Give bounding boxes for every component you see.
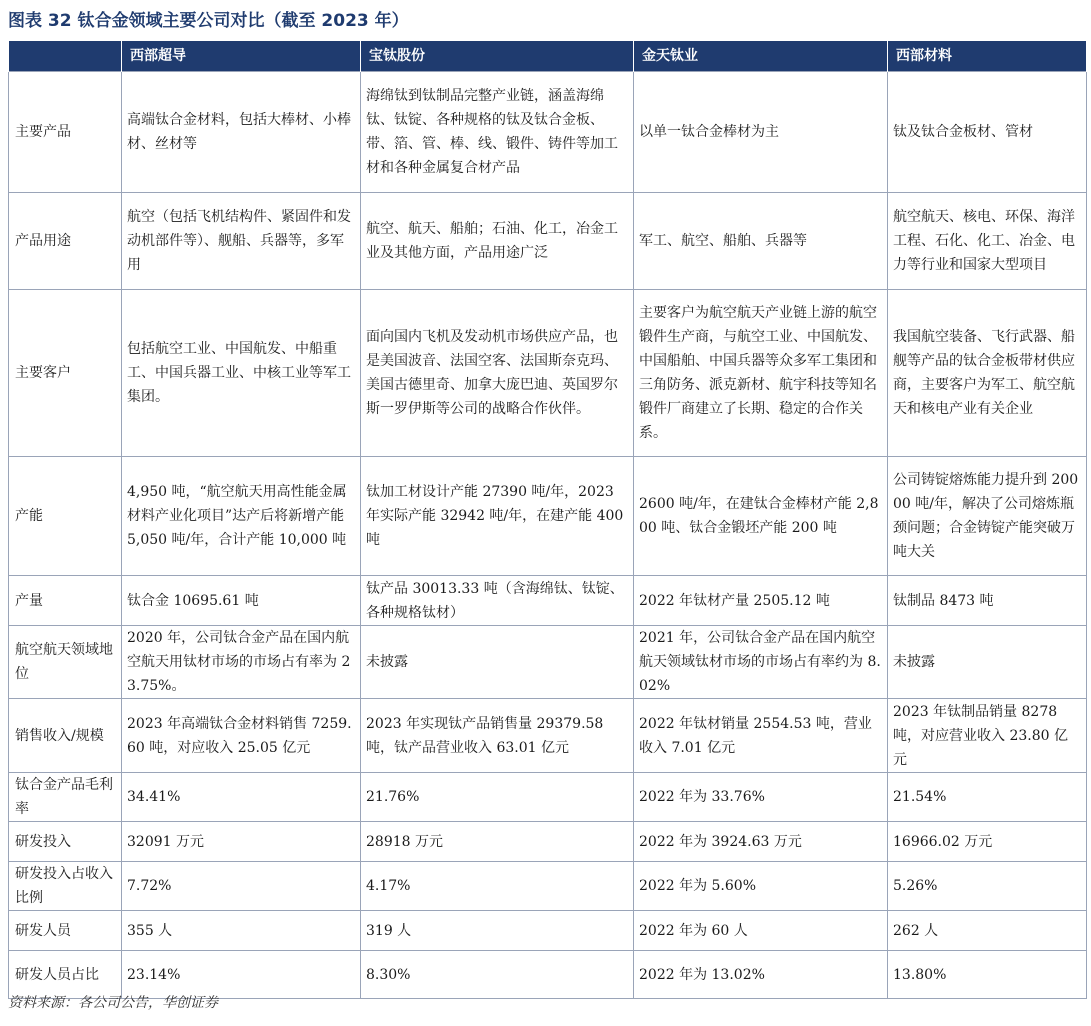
table-cell: 319 人	[361, 911, 634, 951]
table-cell: 355 人	[122, 911, 361, 951]
table-cell: 未披露	[361, 626, 634, 699]
header-corner	[9, 41, 122, 72]
table-cell: 我国航空装备、飞行武器、船舰等产品的钛合金板带材供应商，主要客户为军工、航空航天和核电产业有关企业	[888, 290, 1087, 457]
table-row	[9, 822, 1087, 862]
table-cell: 海绵钛到钛制品完整产业链，涵盖海绵钛、钛锭、各种规格的钛及钛合金板、带、箔、管、棒、线、锻件、铸件等加工材和各种金属复合材产品	[361, 72, 634, 193]
table-cell: 钛及钛合金板材、管材	[888, 72, 1087, 193]
header-company-2: 宝钛股份	[361, 41, 634, 72]
table-cell: 2023 年实现钛产品销售量 29379.58 吨，钛产品营业收入 63.01 亿元	[361, 699, 634, 773]
table-cell: 2600 吨/年，在建钛合金棒材产能 2,800 吨、钛合金锻坯产能 200 吨	[634, 457, 888, 576]
table-cell: 262 人	[888, 911, 1087, 951]
table-cell: 34.41%	[122, 773, 361, 822]
row-label: 产量	[9, 576, 122, 626]
table-cell: 未披露	[888, 626, 1087, 699]
header-company-4: 西部材料	[888, 41, 1087, 72]
row-label: 产品用途	[9, 193, 122, 290]
table-cell: 2022 年钛材产量 2505.12 吨	[634, 576, 888, 626]
table-row	[9, 699, 1087, 773]
row-label: 研发人员占比	[9, 951, 122, 999]
table-cell: 21.76%	[361, 773, 634, 822]
table-cell: 2023 年高端钛合金材料销售 7259.60 吨，对应收入 25.05 亿元	[122, 699, 361, 773]
table-row	[9, 290, 1087, 457]
table-cell: 7.72%	[122, 862, 361, 911]
table-cell: 钛产品 30013.33 吨（含海绵钛、钛锭、各种规格钛材）	[361, 576, 634, 626]
row-label: 钛合金产品毛利率	[9, 773, 122, 822]
table-cell: 4,950 吨，“航空航天用高性能金属材料产业化项目”达产后将新增产能 5,050 吨/年，合计产能 10,000 吨	[122, 457, 361, 576]
row-label: 航空航天领域地位	[9, 626, 122, 699]
table-cell: 航空航天、核电、环保、海洋工程、石化、化工、冶金、电力等行业和国家大型项目	[888, 193, 1087, 290]
table-cell: 2022 年为 13.02%	[634, 951, 888, 999]
table-cell: 2022 年为 3924.63 万元	[634, 822, 888, 862]
table-cell: 钛制品 8473 吨	[888, 576, 1087, 626]
source-note: 资料来源：各公司公告，华创证券	[8, 995, 218, 1011]
table-row	[9, 773, 1087, 822]
table-cell: 面向国内飞机及发动机市场供应产品，也是美国波音、法国空客、法国斯奈克玛、美国古德里奇、加拿大庞巴迪、英国罗尔斯一罗伊斯等公司的战略合作伙伴。	[361, 290, 634, 457]
table-cell: 2022 年为 5.60%	[634, 862, 888, 911]
table-cell: 2021 年，公司钛合金产品在国内航空航天领域钛材市场的市场占有率约为 8.02%	[634, 626, 888, 699]
table-cell: 军工、航空、船舶、兵器等	[634, 193, 888, 290]
table-cell: 钛合金 10695.61 吨	[122, 576, 361, 626]
table-cell: 公司铸锭熔炼能力提升到 20000 吨/年，解决了公司熔炼瓶颈问题；合金铸锭产能突破万吨大关	[888, 457, 1087, 576]
table-cell: 8.30%	[361, 951, 634, 999]
table-row	[9, 911, 1087, 951]
row-label: 主要客户	[9, 290, 122, 457]
table-cell: 5.26%	[888, 862, 1087, 911]
table-cell: 主要客户为航空航天产业链上游的航空锻件生产商，与航空工业、中国航发、中国船舶、中国兵器等众多军工集团和三角防务、派克新材、航宇科技等知名锻件厂商建立了长期、稳定的合作关系。	[634, 290, 888, 457]
table-cell: 航空、航天、船舶；石油、化工，冶金工业及其他方面，产品用途广泛	[361, 193, 634, 290]
table-row	[9, 576, 1087, 626]
table-cell: 2022 年钛材销量 2554.53 吨，营业收入 7.01 亿元	[634, 699, 888, 773]
table-cell: 2020 年，公司钛合金产品在国内航空航天用钛材市场的市场占有率为 23.75%。	[122, 626, 361, 699]
row-label: 产能	[9, 457, 122, 576]
header-company-1: 西部超导	[122, 41, 361, 72]
table-cell: 航空（包括飞机结构件、紧固件和发动机部件等）、舰船、兵器等，多军用	[122, 193, 361, 290]
table-row	[9, 193, 1087, 290]
table-cell: 28918 万元	[361, 822, 634, 862]
header-row	[9, 41, 1087, 72]
table-cell: 23.14%	[122, 951, 361, 999]
table-cell: 4.17%	[361, 862, 634, 911]
row-label: 主要产品	[9, 72, 122, 193]
table-cell: 2022 年为 33.76%	[634, 773, 888, 822]
table-row	[9, 457, 1087, 576]
table-row	[9, 862, 1087, 911]
table-cell: 以单一钛合金棒材为主	[634, 72, 888, 193]
row-label: 研发投入占收入比例	[9, 862, 122, 911]
table-cell: 高端钛合金材料，包括大棒材、小棒材、丝材等	[122, 72, 361, 193]
table-cell: 32091 万元	[122, 822, 361, 862]
row-label: 研发投入	[9, 822, 122, 862]
table-row	[9, 626, 1087, 699]
table-cell: 21.54%	[888, 773, 1087, 822]
table-cell: 包括航空工业、中国航发、中船重工、中国兵器工业、中核工业等军工集团。	[122, 290, 361, 457]
comparison-table	[8, 41, 1087, 999]
table-cell: 16966.02 万元	[888, 822, 1087, 862]
table-cell: 钛加工材设计产能 27390 吨/年，2023 年实际产能 32942 吨/年，在建产能 400 吨	[361, 457, 634, 576]
table-cell: 13.80%	[888, 951, 1087, 999]
figure-title: 图表 32 钛合金领域主要公司对比（截至 2023 年）	[8, 11, 409, 31]
header-company-3: 金天钛业	[634, 41, 888, 72]
table-cell: 2023 年钛制品销量 8278 吨，对应营业收入 23.80 亿元	[888, 699, 1087, 773]
table-cell: 2022 年为 60 人	[634, 911, 888, 951]
table-row	[9, 72, 1087, 193]
row-label: 研发人员	[9, 911, 122, 951]
row-label: 销售收入/规模	[9, 699, 122, 773]
